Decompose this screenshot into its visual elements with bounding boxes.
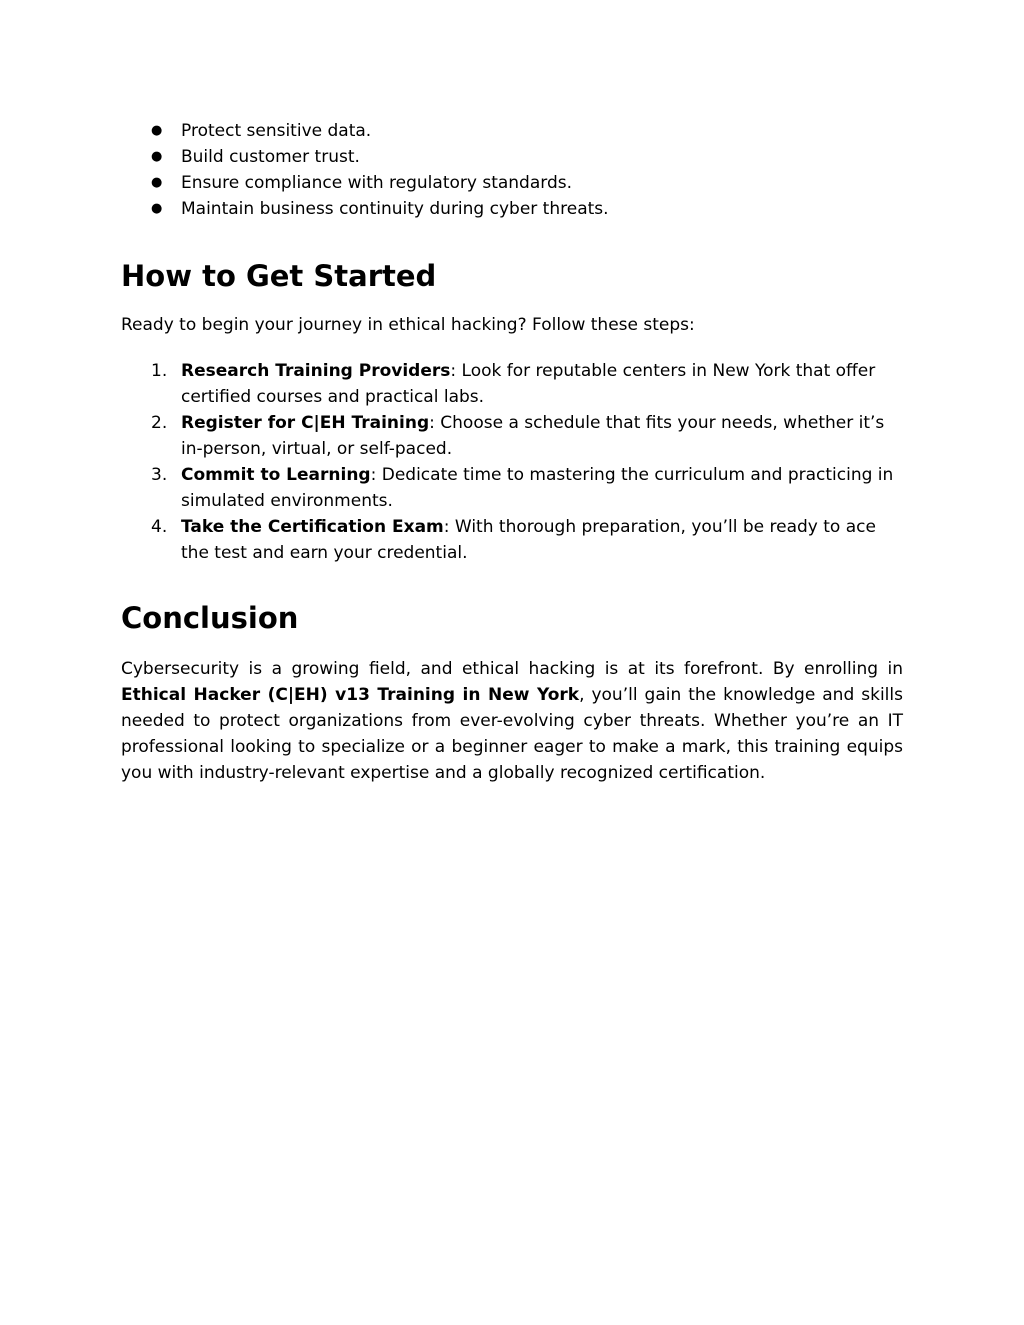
- step-item: [121, 514, 903, 566]
- bullet-icon: ●: [151, 201, 163, 216]
- bullet-icon: ●: [151, 175, 163, 190]
- step-title: Commit to Learning: [181, 465, 371, 485]
- intro-paragraph: Ready to begin your journey in ethical hacking? Follow these steps:: [121, 315, 695, 335]
- step-title: Research Training Providers: [181, 361, 451, 381]
- step-number: 1.: [151, 361, 168, 381]
- list-item: ● Ensure compliance with regulatory standards.: [121, 170, 903, 196]
- step-title: Register for C|EH Training: [181, 413, 430, 433]
- step-title: Take the Certification Exam: [181, 517, 444, 537]
- list-item: ● Build customer trust.: [121, 144, 903, 170]
- step-item: [121, 358, 903, 410]
- bullet-icon: ●: [151, 123, 163, 138]
- list-item: ● Protect sensitive data.: [121, 118, 903, 144]
- document-page: [121, 118, 903, 786]
- heading-conclusion: Conclusion: [121, 601, 299, 635]
- step-text: : Look for reputable centers in New York that offer certified courses and practical labs.: [181, 361, 876, 407]
- step-text: : With thorough preparation, you’ll be ready to ace the test and earn your credential.: [181, 517, 876, 563]
- step-text: : Choose a schedule that fits your needs, whether it’s in-person, virtual, or self-paced.: [181, 413, 885, 459]
- step-item: [121, 410, 903, 462]
- conclusion-paragraph: Cybersecurity is a growing field, and ethical hacking is at its forefront. By enrolling in Ethical Hacker (C|EH) v13 Training in New York, you’ll gain the knowledge and skills needed to protect organizations from ever-evolving cyber threats. Whether you’re an IT professional looking to specialize or a beginner eager to make a mark, this training equips you with industry-relevant expertise and a globally recognized certification.: [121, 659, 903, 783]
- list-item: ● Maintain business continuity during cyber threats.: [121, 196, 903, 222]
- step-text: : Dedicate time to mastering the curriculum and practicing in simulated environments.: [181, 465, 894, 511]
- bullet-icon: ●: [151, 149, 163, 164]
- benefits-list: [121, 118, 903, 222]
- step-number: 3.: [151, 465, 168, 485]
- step-number: 4.: [151, 517, 168, 537]
- steps-list: [121, 358, 903, 566]
- heading-how-to-get-started: How to Get Started: [121, 259, 437, 293]
- course-name: Ethical Hacker (C|EH) v13 Training in New York: [121, 685, 580, 705]
- step-number: 2.: [151, 413, 168, 433]
- step-item: [121, 462, 903, 514]
